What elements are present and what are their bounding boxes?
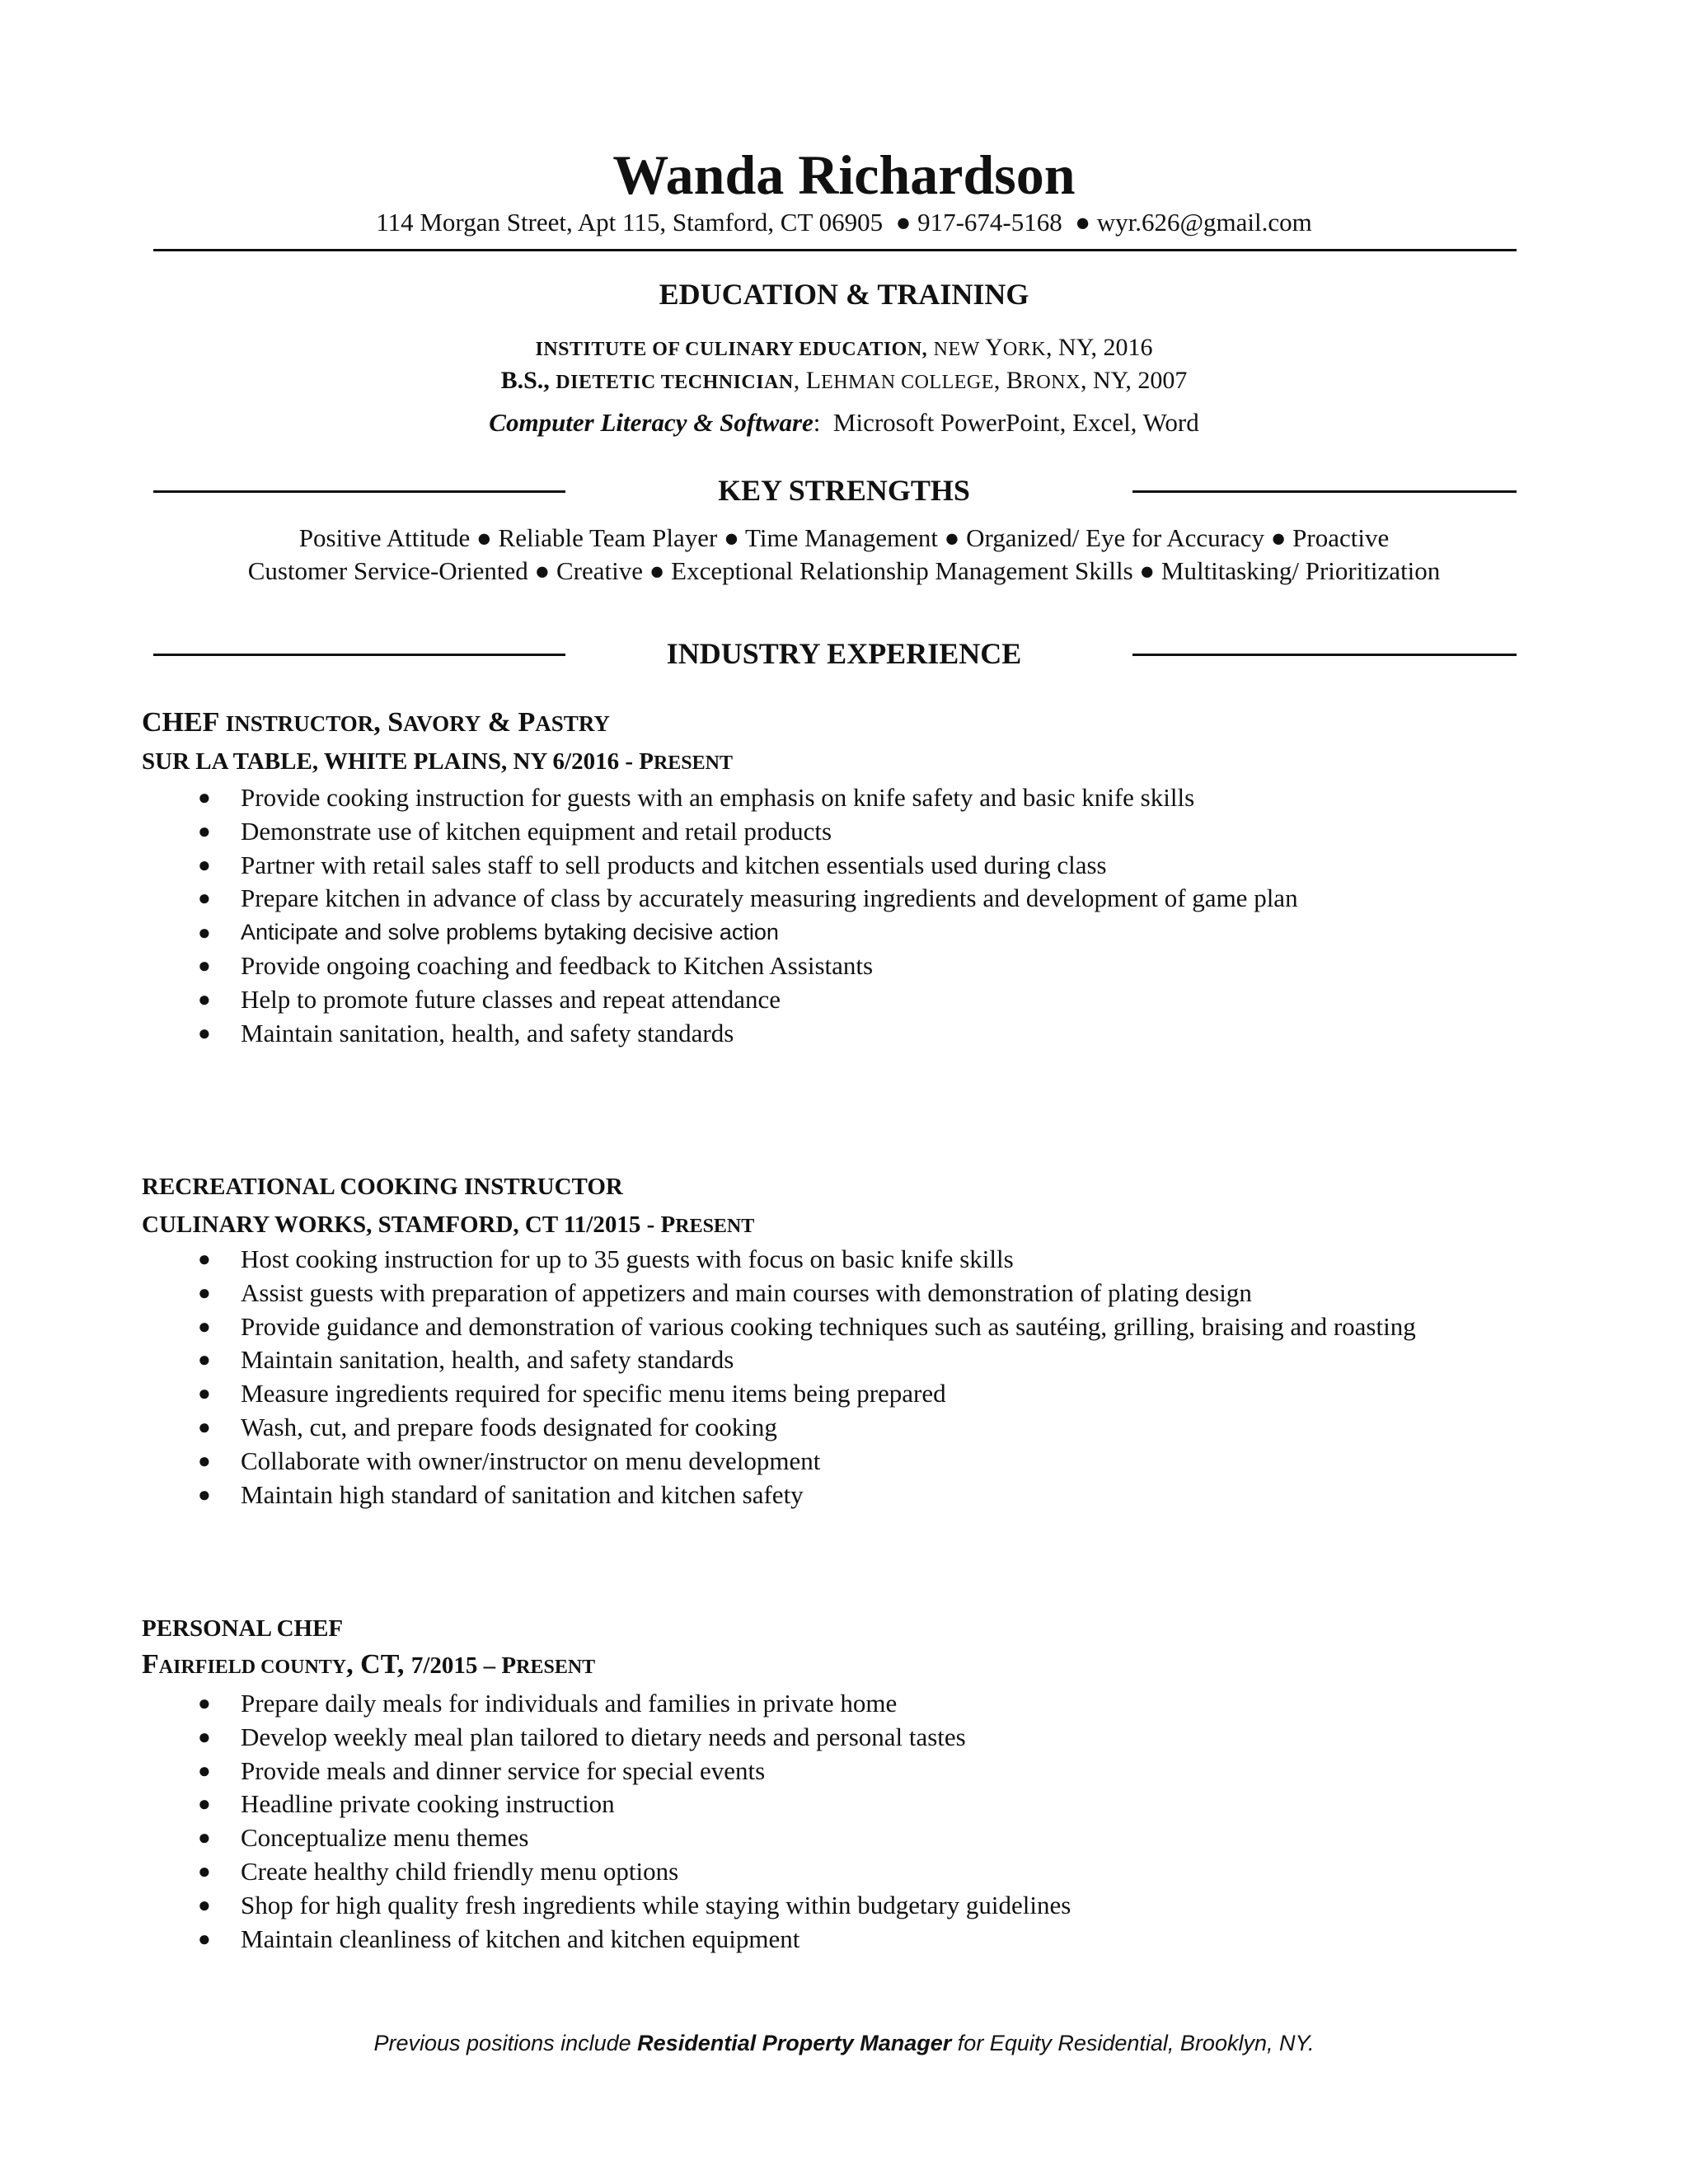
bullet-icon: ● bbox=[198, 1314, 211, 1338]
bullet-icon: ● bbox=[198, 1448, 211, 1473]
job-1-duties bbox=[142, 781, 1543, 1050]
bullet-icon: ● bbox=[198, 852, 211, 877]
bullet-icon: ● bbox=[198, 1926, 211, 1951]
list-item: ● Maintain sanitation, health, and safety standards bbox=[142, 1017, 1543, 1051]
email: wyr.626@gmail.com bbox=[1096, 208, 1312, 237]
list-item: ● Develop weekly meal plan tailored to dietary needs and personal tastes bbox=[142, 1721, 1543, 1755]
phone: 917-674-5168 bbox=[917, 208, 1062, 237]
list-item: ● Provide guidance and demonstration of various cooking techniques such as sautéing, grilling, braising and roasting bbox=[142, 1310, 1543, 1344]
bullet-icon: ● bbox=[198, 1280, 211, 1305]
address: 114 Morgan Street, Apt 115, Stamford, CT 06905 bbox=[376, 208, 884, 237]
contact-line bbox=[0, 206, 1688, 239]
education-degree: B.S., bbox=[500, 367, 550, 394]
software-label: Computer Literacy & Software bbox=[489, 408, 814, 437]
list-item: ● Provide ongoing coaching and feedback to Kitchen Assistants bbox=[142, 949, 1543, 983]
list-item: ● Provide cooking instruction for guests with an emphasis on knife safety and basic knife skills bbox=[142, 781, 1543, 815]
education-school-1: INSTITUTE OF CULINARY EDUCATION, bbox=[535, 339, 928, 360]
education-line-2: B.S., DIETETIC TECHNICIAN, LEHMAN COLLEGE, BRONX, NY, 2007 bbox=[500, 367, 1188, 394]
list-item: ● Help to promote future classes and repeat attendance bbox=[142, 983, 1543, 1017]
education-major: DIETETIC TECHNICIAN bbox=[556, 372, 794, 393]
list-item: ● Partner with retail sales staff to sell products and kitchen essentials used during class bbox=[142, 849, 1543, 883]
bullet-icon: ● bbox=[198, 785, 211, 809]
candidate-name: Wanda Richardson bbox=[612, 143, 1076, 206]
list-item: ● Measure ingredients required for specific menu items being prepared bbox=[142, 1377, 1543, 1411]
bullet-icon: ● bbox=[198, 953, 211, 977]
bullet-icon: ● bbox=[198, 1792, 211, 1816]
list-item: ● Conceptualize menu themes bbox=[142, 1821, 1543, 1855]
experience-heading: INDUSTRY EXPERIENCE bbox=[666, 637, 1022, 670]
bullet-icon: ● bbox=[198, 920, 211, 945]
bullet-icon: ● bbox=[198, 1381, 211, 1406]
list-item: ● Provide meals and dinner service for special events bbox=[142, 1755, 1543, 1788]
strengths-heading: KEY STRENGTHS bbox=[718, 474, 970, 507]
job-title: RECREATIONAL COOKING INSTRUCTOR bbox=[142, 1174, 623, 1200]
list-item: ● Shop for high quality fresh ingredients while staying within budgetary guidelines bbox=[142, 1889, 1543, 1923]
list-item: ● Headline private cooking instruction bbox=[142, 1788, 1543, 1821]
education-heading: EDUCATION & TRAINING bbox=[659, 278, 1029, 311]
list-item: ● Prepare kitchen in advance of class by accurately measuring ingredients and development of game plan bbox=[142, 882, 1543, 916]
bullet-icon: ● bbox=[198, 1414, 211, 1439]
job-3-duties bbox=[142, 1687, 1543, 1956]
bullet-icon: ● bbox=[198, 818, 211, 843]
bullet-icon: ● bbox=[198, 1482, 211, 1507]
list-item: ● Demonstrate use of kitchen equipment and retail products bbox=[142, 815, 1543, 849]
list-item: ● Prepare daily meals for individuals and families in private home bbox=[142, 1687, 1543, 1721]
software-line: Computer Literacy & Software: Microsoft PowerPoint, Excel, Word bbox=[489, 408, 1199, 437]
bullet-icon: ● bbox=[198, 987, 211, 1011]
strengths-divider-right bbox=[1132, 490, 1517, 493]
list-item: ● Collaborate with owner/instructor on menu development bbox=[142, 1445, 1543, 1479]
job-employer-dates: CULINARY WORKS, STAMFORD, CT 11/2015 - PRESENT bbox=[142, 1212, 755, 1238]
experience-divider-right bbox=[1132, 654, 1517, 656]
bullet-icon: ● bbox=[198, 1892, 211, 1917]
bullet-icon: ● bbox=[198, 1758, 211, 1783]
list-item: ● Create healthy child friendly menu options bbox=[142, 1855, 1543, 1889]
list-item: ● Anticipate and solve problems bytaking decisive action bbox=[142, 916, 1543, 949]
job-title: CHEF INSTRUCTOR, SAVORY & PASTRY bbox=[142, 707, 610, 738]
strengths-line-1: Positive Attitude ● Reliable Team Player ● Time Management ● Organized/ Eye for Accuracy ● Proactive bbox=[298, 523, 1390, 552]
bullet-separator: ● bbox=[895, 208, 912, 237]
bullet-icon: ● bbox=[198, 1347, 211, 1372]
bullet-icon: ● bbox=[198, 1691, 211, 1715]
bullet-icon: ● bbox=[198, 1247, 211, 1271]
previous-positions-note: Previous positions include Residential Property Manager for Equity Residential, Brooklyn, NY. bbox=[373, 2031, 1315, 2055]
header-divider bbox=[153, 249, 1517, 251]
list-item: ● Host cooking instruction for up to 35 guests with focus on basic knife skills bbox=[142, 1243, 1543, 1277]
job-title: PERSONAL CHEF bbox=[142, 1615, 344, 1642]
bullet-icon: ● bbox=[198, 1858, 211, 1883]
job-2-duties bbox=[142, 1243, 1543, 1511]
bullet-separator: ● bbox=[1075, 208, 1090, 237]
list-item: ● Maintain sanitation, health, and safety standards bbox=[142, 1343, 1543, 1377]
list-item: ● Wash, cut, and prepare foods designated for cooking bbox=[142, 1411, 1543, 1445]
list-item: ● Maintain high standard of sanitation and kitchen safety bbox=[142, 1479, 1543, 1512]
job-employer-dates: SUR LA TABLE, WHITE PLAINS, NY 6/2016 - PRESENT bbox=[142, 748, 733, 775]
bullet-icon: ● bbox=[198, 886, 211, 911]
bullet-icon: ● bbox=[198, 1825, 211, 1850]
software-value: Microsoft PowerPoint, Excel, Word bbox=[832, 408, 1199, 437]
list-item: ● Assist guests with preparation of appetizers and main courses with demonstration of plating design bbox=[142, 1277, 1543, 1310]
previous-role: Residential Property Manager bbox=[637, 2031, 952, 2055]
list-item: ● Maintain cleanliness of kitchen and kitchen equipment bbox=[142, 1923, 1543, 1957]
bullet-icon: ● bbox=[198, 1724, 211, 1749]
education-line-1: INSTITUTE OF CULINARY EDUCATION, NEW YORK, NY, 2016 bbox=[535, 334, 1153, 361]
bullet-icon: ● bbox=[198, 1020, 211, 1045]
job-employer-dates: FAIRFIELD COUNTY, CT, 7/2015 – PRESENT bbox=[142, 1649, 596, 1680]
strengths-line-2: Customer Service-Oriented ● Creative ● Exceptional Relationship Management Skills ● Multitasking/ Prioritization bbox=[247, 556, 1441, 585]
